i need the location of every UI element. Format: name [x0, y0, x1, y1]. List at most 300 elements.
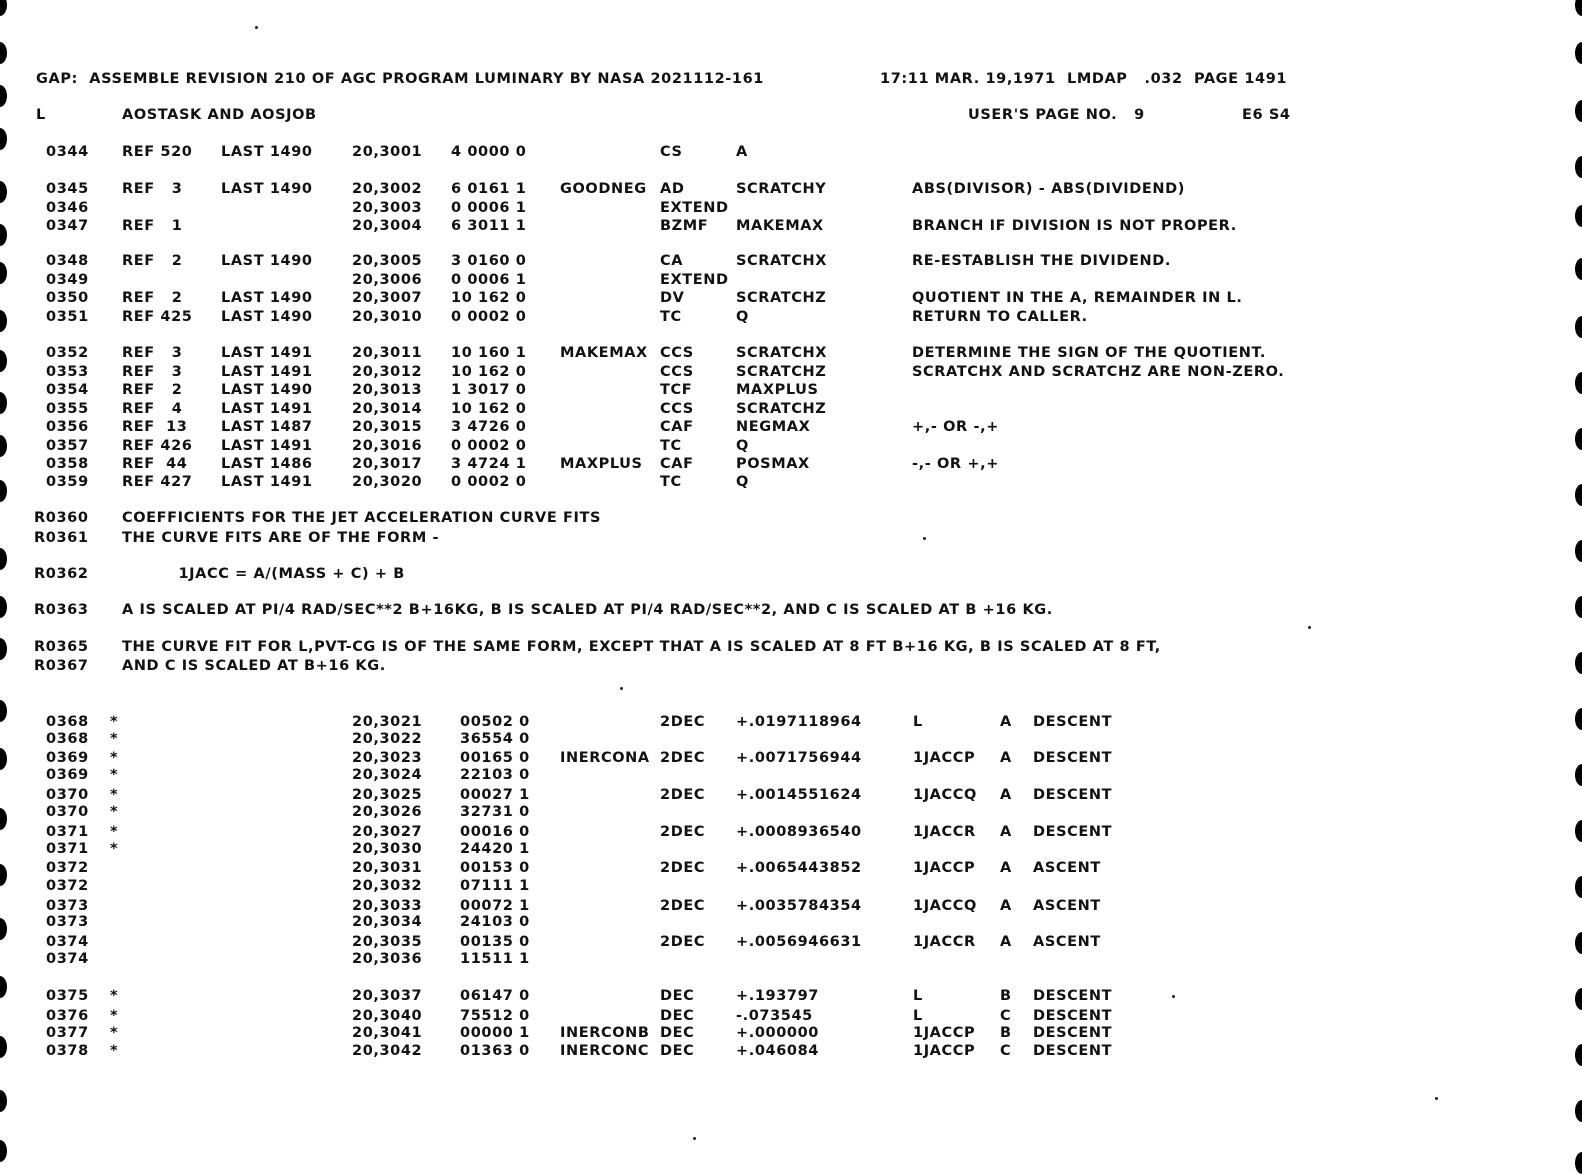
memory-address: 20,3001 [352, 144, 423, 160]
opcode: TC [660, 474, 682, 490]
feed-hole [1575, 258, 1582, 280]
memory-address: 20,3023 [352, 750, 423, 766]
constant-value: +.193797 [736, 988, 819, 1004]
octal-word: 10 162 0 [451, 364, 527, 380]
opcode: DEC [660, 1025, 695, 1041]
ref-count: REF 3 [122, 364, 183, 380]
print-speck [1308, 626, 1311, 629]
line-comment: RE-ESTABLISH THE DIVIDEND. [912, 253, 1171, 269]
changed-mark: * [110, 1008, 119, 1024]
coefficient-field: A [1000, 787, 1012, 803]
line-number: 0359 [46, 474, 89, 490]
octal-word: 11511 1 [460, 951, 530, 967]
print-speck [1172, 995, 1175, 998]
print-speck [620, 687, 623, 690]
opcode: TC [660, 438, 682, 454]
operand: POSMAX [736, 456, 810, 472]
operand: SCRATCHZ [736, 401, 827, 417]
last-ref: LAST 1491 [221, 345, 313, 361]
changed-mark: * [110, 767, 119, 783]
coefficient-field: A [1000, 934, 1012, 950]
phase-name: DESCENT [1033, 714, 1113, 730]
phase-name: DESCENT [1033, 988, 1113, 1004]
memory-address: 20,3040 [352, 1008, 423, 1024]
feed-hole [1575, 596, 1582, 618]
constant-value: +.0035784354 [736, 898, 862, 914]
feed-hole [1575, 484, 1582, 506]
coefficient-field: A [1000, 824, 1012, 840]
feed-hole [1575, 1044, 1582, 1066]
listing-line [0, 729, 1582, 749]
remark-number: R0360 [34, 510, 89, 526]
opcode: 2DEC [660, 824, 706, 840]
last-ref: LAST 1490 [221, 181, 313, 197]
changed-mark: * [110, 1025, 119, 1041]
phase-name: ASCENT [1033, 898, 1101, 914]
last-ref: LAST 1487 [221, 419, 313, 435]
octal-word: 00135 0 [460, 934, 530, 950]
listing-line [0, 436, 1582, 456]
changed-mark: * [110, 731, 119, 747]
octal-word: 0 0006 1 [451, 200, 527, 216]
line-number: 0373 [46, 914, 89, 930]
operand: NEGMAX [736, 419, 811, 435]
line-comment: RETURN TO CALLER. [912, 309, 1088, 325]
feed-hole [0, 1140, 7, 1162]
remark-number: R0363 [34, 602, 89, 618]
octal-word: 00016 0 [460, 824, 530, 840]
memory-address: 20,3037 [352, 988, 423, 1004]
coefficient-field: B [1000, 988, 1012, 1004]
symbol-label: INERCONA [560, 750, 650, 766]
memory-address: 20,3027 [352, 824, 423, 840]
remark-text: AND C IS SCALED AT B+16 KG. [122, 658, 386, 674]
symbol-name: L [913, 988, 923, 1004]
memory-address: 20,3004 [352, 218, 423, 234]
octal-word: 06147 0 [460, 988, 530, 1004]
octal-word: 00165 0 [460, 750, 530, 766]
listing-line [0, 198, 1582, 218]
memory-address: 20,3042 [352, 1043, 423, 1059]
operand: Q [736, 438, 749, 454]
feed-hole [1575, 764, 1582, 786]
opcode: 2DEC [660, 787, 706, 803]
octal-word: 00000 1 [460, 1025, 530, 1041]
octal-word: 00027 1 [460, 787, 530, 803]
opcode: CS [660, 144, 683, 160]
memory-address: 20,3012 [352, 364, 423, 380]
line-number: 0378 [46, 1043, 89, 1059]
memory-address: 20,3041 [352, 1025, 423, 1041]
print-speck [923, 537, 926, 540]
symbol-label: INERCONB [560, 1025, 650, 1041]
section-title: AOSTASK AND AOSJOB [122, 107, 317, 123]
listing-line [0, 986, 1582, 1006]
changed-mark: * [110, 804, 119, 820]
memory-address: 20,3015 [352, 419, 423, 435]
line-number: 0377 [46, 1025, 89, 1041]
line-number: 0348 [46, 253, 89, 269]
remark-number: R0361 [34, 530, 89, 546]
memory-address: 20,3006 [352, 272, 423, 288]
memory-address: 20,3024 [352, 767, 423, 783]
listing-line [0, 307, 1582, 327]
memory-address: 20,3026 [352, 804, 423, 820]
listing-line [0, 564, 1582, 584]
print-speck [255, 26, 258, 29]
symbol-label: MAXPLUS [560, 456, 643, 472]
phase-name: ASCENT [1033, 934, 1101, 950]
listing-line [0, 270, 1582, 290]
line-number: 0354 [46, 382, 89, 398]
phase-name: DESCENT [1033, 1008, 1113, 1024]
opcode: 2DEC [660, 898, 706, 914]
listing-line [0, 858, 1582, 878]
feed-hole [1575, 42, 1582, 64]
line-number: 0374 [46, 951, 89, 967]
octal-word: 10 160 1 [451, 345, 527, 361]
feed-hole [1575, 540, 1582, 562]
feed-hole [1575, 100, 1582, 122]
symbol-name: 1JACCP [913, 750, 976, 766]
last-ref: LAST 1490 [221, 144, 313, 160]
octal-word: 00072 1 [460, 898, 530, 914]
feed-hole [1575, 820, 1582, 842]
line-number: 0352 [46, 345, 89, 361]
octal-word: 0 0002 0 [451, 309, 527, 325]
line-number: 0368 [46, 731, 89, 747]
line-number: 0358 [46, 456, 89, 472]
phase-name: DESCENT [1033, 1025, 1113, 1041]
memory-address: 20,3011 [352, 345, 423, 361]
symbol-name: L [913, 1008, 923, 1024]
listing-line [0, 600, 1582, 620]
octal-word: 10 162 0 [451, 401, 527, 417]
memory-address: 20,3002 [352, 181, 423, 197]
operand: SCRATCHY [736, 181, 827, 197]
constant-value: +.046084 [736, 1043, 819, 1059]
remark-text: THE CURVE FIT FOR L,PVT-CG IS OF THE SAME FORM, EXCEPT THAT A IS SCALED AT 8 FT B+16 KG, B IS SCALED AT 8 FT, [122, 639, 1161, 655]
operand: SCRATCHX [736, 345, 827, 361]
octal-word: 6 0161 1 [451, 181, 527, 197]
listing-line [0, 765, 1582, 785]
memory-address: 20,3036 [352, 951, 423, 967]
octal-word: 24103 0 [460, 914, 530, 930]
last-ref: LAST 1490 [221, 382, 313, 398]
opcode: BZMF [660, 218, 709, 234]
remark-number: R0367 [34, 658, 89, 674]
constant-value: +.0008936540 [736, 824, 862, 840]
remark-text: THE CURVE FITS ARE OF THE FORM - [122, 530, 440, 546]
coefficient-field: A [1000, 750, 1012, 766]
symbol-label: GOODNEG [560, 181, 647, 197]
header-line [0, 69, 1582, 89]
symbol-label: INERCONC [560, 1043, 650, 1059]
feed-hole [0, 0, 7, 16]
octal-word: 3 4724 1 [451, 456, 527, 472]
listing-line [0, 1023, 1582, 1043]
last-ref: LAST 1490 [221, 309, 313, 325]
line-comment: SCRATCHX AND SCRATCHZ ARE NON-ZERO. [912, 364, 1285, 380]
listing-line [0, 251, 1582, 271]
octal-word: 0 0002 0 [451, 474, 527, 490]
listing-line [0, 288, 1582, 308]
listing-line [0, 802, 1582, 822]
subheader-line [0, 105, 1582, 125]
line-number: 0372 [46, 878, 89, 894]
feed-hole [1575, 372, 1582, 394]
remark-number: R0365 [34, 639, 89, 655]
listing-line [0, 912, 1582, 932]
opcode: CCS [660, 364, 694, 380]
listing-line [0, 876, 1582, 896]
line-number: 0373 [46, 898, 89, 914]
constant-value: +.000000 [736, 1025, 819, 1041]
listing-line [0, 508, 1582, 528]
opcode: CCS [660, 345, 694, 361]
memory-address: 20,3013 [352, 382, 423, 398]
last-ref: LAST 1491 [221, 364, 313, 380]
octal-word: 0 0006 1 [451, 272, 527, 288]
opcode: AD [660, 181, 685, 197]
ref-count: REF 2 [122, 253, 183, 269]
sheet-id: E6 S4 [1242, 107, 1291, 123]
memory-address: 20,3030 [352, 841, 423, 857]
operand: A [736, 144, 748, 160]
line-number: 0371 [46, 841, 89, 857]
listing-line [0, 637, 1582, 657]
octal-word: 3 4726 0 [451, 419, 527, 435]
log-mark: L [36, 107, 46, 123]
memory-address: 20,3034 [352, 914, 423, 930]
listing-line [0, 472, 1582, 492]
feed-hole [1575, 988, 1582, 1010]
ref-count: REF 2 [122, 290, 183, 306]
ref-count: REF 44 [122, 456, 188, 472]
symbol-name: 1JACCR [913, 824, 976, 840]
line-number: 0375 [46, 988, 89, 1004]
listing-line [0, 454, 1582, 474]
ref-count: REF 426 [122, 438, 193, 454]
feed-hole [0, 42, 7, 64]
operand: Q [736, 474, 749, 490]
octal-word: 0 0002 0 [451, 438, 527, 454]
coefficient-field: A [1000, 860, 1012, 876]
coefficient-field: A [1000, 714, 1012, 730]
feed-hole [1575, 1152, 1582, 1174]
listing-line [0, 362, 1582, 382]
listing-line [0, 839, 1582, 859]
ref-count: REF 3 [122, 345, 183, 361]
line-number: 0368 [46, 714, 89, 730]
line-number: 0355 [46, 401, 89, 417]
listing-line [0, 656, 1582, 676]
ref-count: REF 425 [122, 309, 193, 325]
opcode: 2DEC [660, 860, 706, 876]
listing-line [0, 399, 1582, 419]
line-comment: -,- OR +,+ [912, 456, 999, 472]
opcode: 2DEC [660, 750, 706, 766]
ref-count: REF 4 [122, 401, 183, 417]
memory-address: 20,3021 [352, 714, 423, 730]
memory-address: 20,3020 [352, 474, 423, 490]
ref-count: REF 2 [122, 382, 183, 398]
symbol-name: 1JACCQ [913, 787, 977, 803]
line-number: 0350 [46, 290, 89, 306]
operand: MAKEMAX [736, 218, 824, 234]
line-number: 0369 [46, 750, 89, 766]
memory-address: 20,3010 [352, 309, 423, 325]
line-number: 0374 [46, 934, 89, 950]
memory-address: 20,3025 [352, 787, 423, 803]
changed-mark: * [110, 841, 119, 857]
memory-address: 20,3035 [352, 934, 423, 950]
symbol-label: MAKEMAX [560, 345, 648, 361]
remark-text: A IS SCALED AT PI/4 RAD/SEC**2 B+16KG, B IS SCALED AT PI/4 RAD/SEC**2, AND C IS SCALED AT B +16 KG. [122, 602, 1053, 618]
line-number: 0372 [46, 860, 89, 876]
last-ref: LAST 1486 [221, 456, 313, 472]
symbol-name: 1JACCR [913, 934, 976, 950]
octal-word: 3 0160 0 [451, 253, 527, 269]
opcode: 2DEC [660, 714, 706, 730]
opcode: CCS [660, 401, 694, 417]
octal-word: 00153 0 [460, 860, 530, 876]
line-number: 0346 [46, 200, 89, 216]
feed-hole [1575, 205, 1582, 227]
line-comment: BRANCH IF DIVISION IS NOT PROPER. [912, 218, 1237, 234]
symbol-name: 1JACCQ [913, 898, 977, 914]
memory-address: 20,3003 [352, 200, 423, 216]
memory-address: 20,3005 [352, 253, 423, 269]
constant-value: -.073545 [736, 1008, 813, 1024]
listing-line [0, 528, 1582, 548]
changed-mark: * [110, 1043, 119, 1059]
opcode: DEC [660, 1043, 695, 1059]
phase-name: ASCENT [1033, 860, 1101, 876]
constant-value: +.0065443852 [736, 860, 862, 876]
constant-value: +.0197118964 [736, 714, 862, 730]
line-number: 0357 [46, 438, 89, 454]
octal-word: 22103 0 [460, 767, 530, 783]
line-number: 0351 [46, 309, 89, 325]
memory-address: 20,3022 [352, 731, 423, 747]
octal-word: 75512 0 [460, 1008, 530, 1024]
listing-line [0, 142, 1582, 162]
memory-address: 20,3016 [352, 438, 423, 454]
octal-word: 01363 0 [460, 1043, 530, 1059]
opcode: EXTEND [660, 272, 729, 288]
coefficient-field: C [1000, 1008, 1012, 1024]
ref-count: REF 3 [122, 181, 183, 197]
opcode: TC [660, 309, 682, 325]
symbol-name: 1JACCP [913, 860, 976, 876]
feed-hole [0, 1090, 7, 1112]
print-stamp: 17:11 MAR. 19,1971 LMDAP .032 PAGE 1491 [880, 71, 1288, 87]
octal-word: 32731 0 [460, 804, 530, 820]
symbol-name: 1JACCP [913, 1043, 976, 1059]
line-comment: ABS(DIVISOR) - ABS(DIVIDEND) [912, 181, 1185, 197]
listing-line [0, 949, 1582, 969]
last-ref: LAST 1491 [221, 438, 313, 454]
opcode: DV [660, 290, 685, 306]
line-number: 0356 [46, 419, 89, 435]
line-comment: DETERMINE THE SIGN OF THE QUOTIENT. [912, 345, 1266, 361]
operand: SCRATCHZ [736, 290, 827, 306]
remark-text: COEFFICIENTS FOR THE JET ACCELERATION CURVE FITS [122, 510, 602, 526]
phase-name: DESCENT [1033, 787, 1113, 803]
feed-hole [1575, 652, 1582, 674]
remark-number: R0362 [34, 566, 89, 582]
operand: Q [736, 309, 749, 325]
print-speck [693, 1137, 696, 1140]
changed-mark: * [110, 714, 119, 730]
changed-mark: * [110, 988, 119, 1004]
coefficient-field: A [1000, 898, 1012, 914]
feed-hole [1575, 876, 1582, 898]
line-comment: QUOTIENT IN THE A, REMAINDER IN L. [912, 290, 1243, 306]
opcode: CA [660, 253, 684, 269]
operand: MAXPLUS [736, 382, 819, 398]
octal-word: 10 162 0 [451, 290, 527, 306]
last-ref: LAST 1491 [221, 474, 313, 490]
listing-line [0, 1041, 1582, 1061]
feed-hole [1575, 156, 1582, 178]
constant-value: +.0071756944 [736, 750, 862, 766]
octal-word: 36554 0 [460, 731, 530, 747]
ref-count: REF 520 [122, 144, 193, 160]
changed-mark: * [110, 824, 119, 840]
phase-name: DESCENT [1033, 750, 1113, 766]
memory-address: 20,3014 [352, 401, 423, 417]
line-number: 0370 [46, 787, 89, 803]
feed-hole [1575, 428, 1582, 450]
phase-name: DESCENT [1033, 1043, 1113, 1059]
print-speck [1435, 1097, 1438, 1100]
memory-address: 20,3033 [352, 898, 423, 914]
line-number: 0370 [46, 804, 89, 820]
feed-hole [1575, 0, 1582, 16]
ref-count: REF 13 [122, 419, 188, 435]
coefficient-field: C [1000, 1043, 1012, 1059]
last-ref: LAST 1490 [221, 290, 313, 306]
feed-hole [1575, 932, 1582, 954]
memory-address: 20,3017 [352, 456, 423, 472]
feed-hole [1575, 316, 1582, 338]
listing-line [0, 343, 1582, 363]
line-number: 0344 [46, 144, 89, 160]
line-comment: +,- OR -,+ [912, 419, 999, 435]
constant-value: +.0056946631 [736, 934, 862, 950]
assembly-title: GAP: ASSEMBLE REVISION 210 OF AGC PROGRAM LUMINARY BY NASA 2021112-161 [36, 71, 764, 87]
octal-word: 1 3017 0 [451, 382, 527, 398]
opcode: 2DEC [660, 934, 706, 950]
line-number: 0345 [46, 181, 89, 197]
user-page-number: USER'S PAGE NO. 9 [968, 107, 1145, 123]
octal-word: 07111 1 [460, 878, 530, 894]
opcode: TCF [660, 382, 693, 398]
line-number: 0347 [46, 218, 89, 234]
octal-word: 4 0000 0 [451, 144, 527, 160]
listing-line [0, 216, 1582, 236]
memory-address: 20,3032 [352, 878, 423, 894]
octal-word: 6 3011 1 [451, 218, 527, 234]
opcode: CAF [660, 456, 694, 472]
operand: SCRATCHX [736, 253, 827, 269]
feed-hole [1575, 1100, 1582, 1122]
coefficient-field: B [1000, 1025, 1012, 1041]
octal-word: 00502 0 [460, 714, 530, 730]
changed-mark: * [110, 787, 119, 803]
